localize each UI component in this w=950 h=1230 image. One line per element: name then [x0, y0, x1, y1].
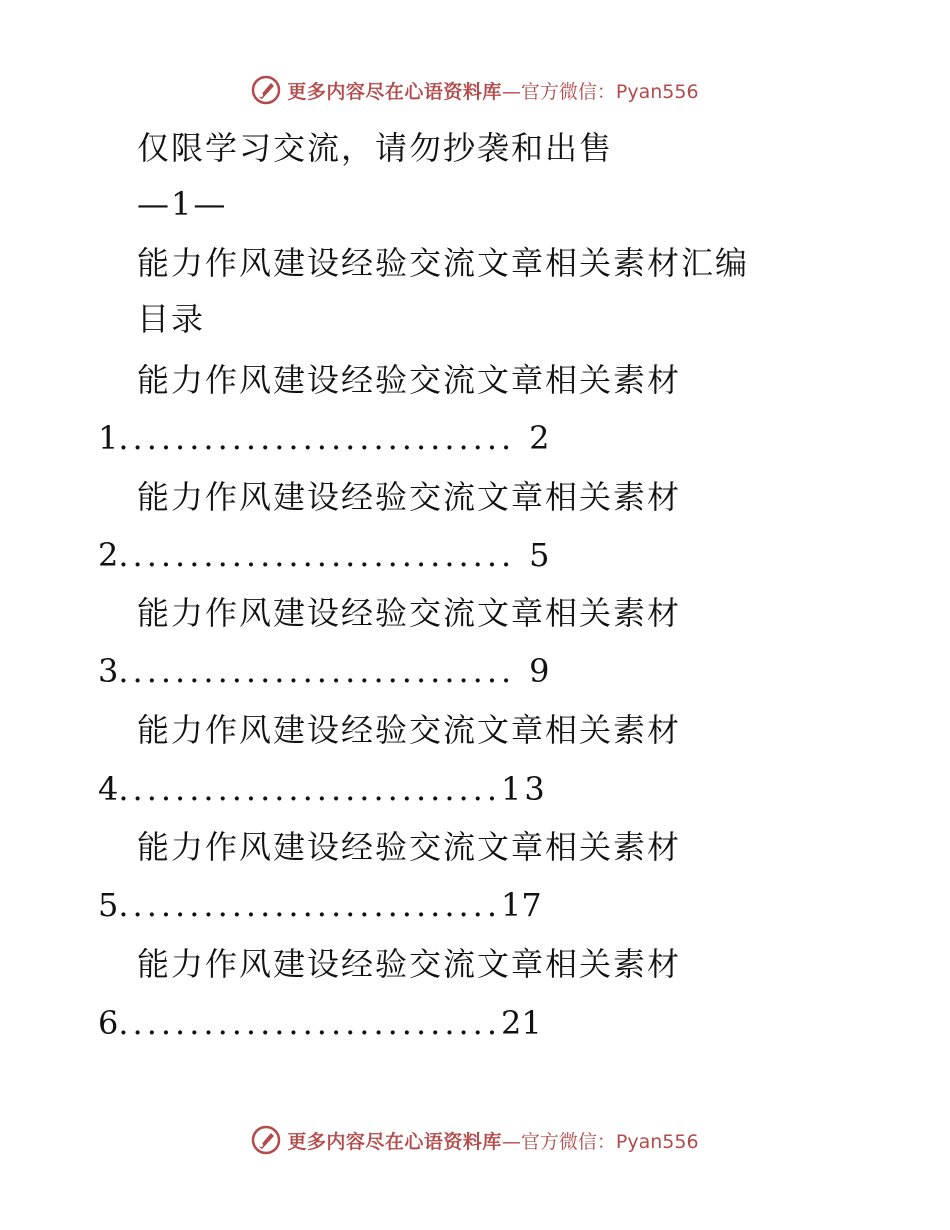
toc-page-number: 5: [529, 536, 550, 574]
toc-leader-dots: ............................: [118, 536, 516, 574]
toc-leader-dots: ............................: [118, 652, 516, 690]
pen-logo-icon: [251, 1125, 281, 1155]
toc-entry-number: 5: [98, 886, 119, 924]
footer-watermark: [0, 1120, 950, 1160]
toc-entry-number: 2: [98, 536, 119, 574]
toc-entry-line: [98, 1003, 542, 1043]
toc-entry-line: [98, 418, 550, 458]
toc-entry-title: 能力作风建设经验交流文章相关素材: [137, 945, 682, 983]
toc-page-number: 21: [501, 1004, 542, 1042]
toc-page-number: 2: [529, 419, 550, 457]
toc-leader-dots: ............................: [118, 419, 516, 457]
toc-entry-line: [98, 651, 550, 691]
toc-leader-dots: ...........................: [118, 770, 501, 808]
toc-leader-dots: ...........................: [118, 1004, 501, 1042]
toc-entry-title: 能力作风建设经验交流文章相关素材: [137, 828, 682, 866]
document-title: 能力作风建设经验交流文章相关素材汇编: [137, 244, 750, 282]
watermark-contact: —官方微信：Pyan556: [501, 80, 699, 103]
toc-heading: 目录: [137, 300, 206, 338]
toc-entry-line: [98, 885, 542, 925]
toc-entry-line: [98, 535, 550, 575]
toc-entry-number: 4: [98, 770, 119, 808]
toc-entry-number: 1: [98, 419, 119, 457]
toc-entry-title: 能力作风建设经验交流文章相关素材: [137, 478, 682, 516]
toc-page-number: 17: [501, 886, 542, 924]
toc-leader-dots: ...........................: [118, 886, 501, 924]
toc-page-number: 9: [529, 652, 550, 690]
toc-entry-number: 6: [98, 1004, 119, 1042]
toc-entry-title: 能力作风建设经验交流文章相关素材: [137, 594, 682, 632]
notice-text: 仅限学习交流，请勿抄袭和出售: [137, 129, 614, 167]
toc-entry-line: [98, 769, 548, 809]
header-watermark: [0, 70, 950, 110]
watermark-brand: 更多内容尽在心语资料库: [287, 1130, 502, 1153]
page-marker: —1—: [137, 185, 228, 223]
toc-entry-number: 3: [98, 652, 119, 690]
toc-entry-title: 能力作风建设经验交流文章相关素材: [137, 361, 682, 399]
toc-page-number: 13: [501, 770, 548, 808]
toc-entry-title: 能力作风建设经验交流文章相关素材: [137, 711, 682, 749]
watermark-brand: 更多内容尽在心语资料库: [287, 80, 502, 103]
watermark-contact: —官方微信：Pyan556: [501, 1130, 699, 1153]
pen-logo-icon: [251, 75, 281, 105]
